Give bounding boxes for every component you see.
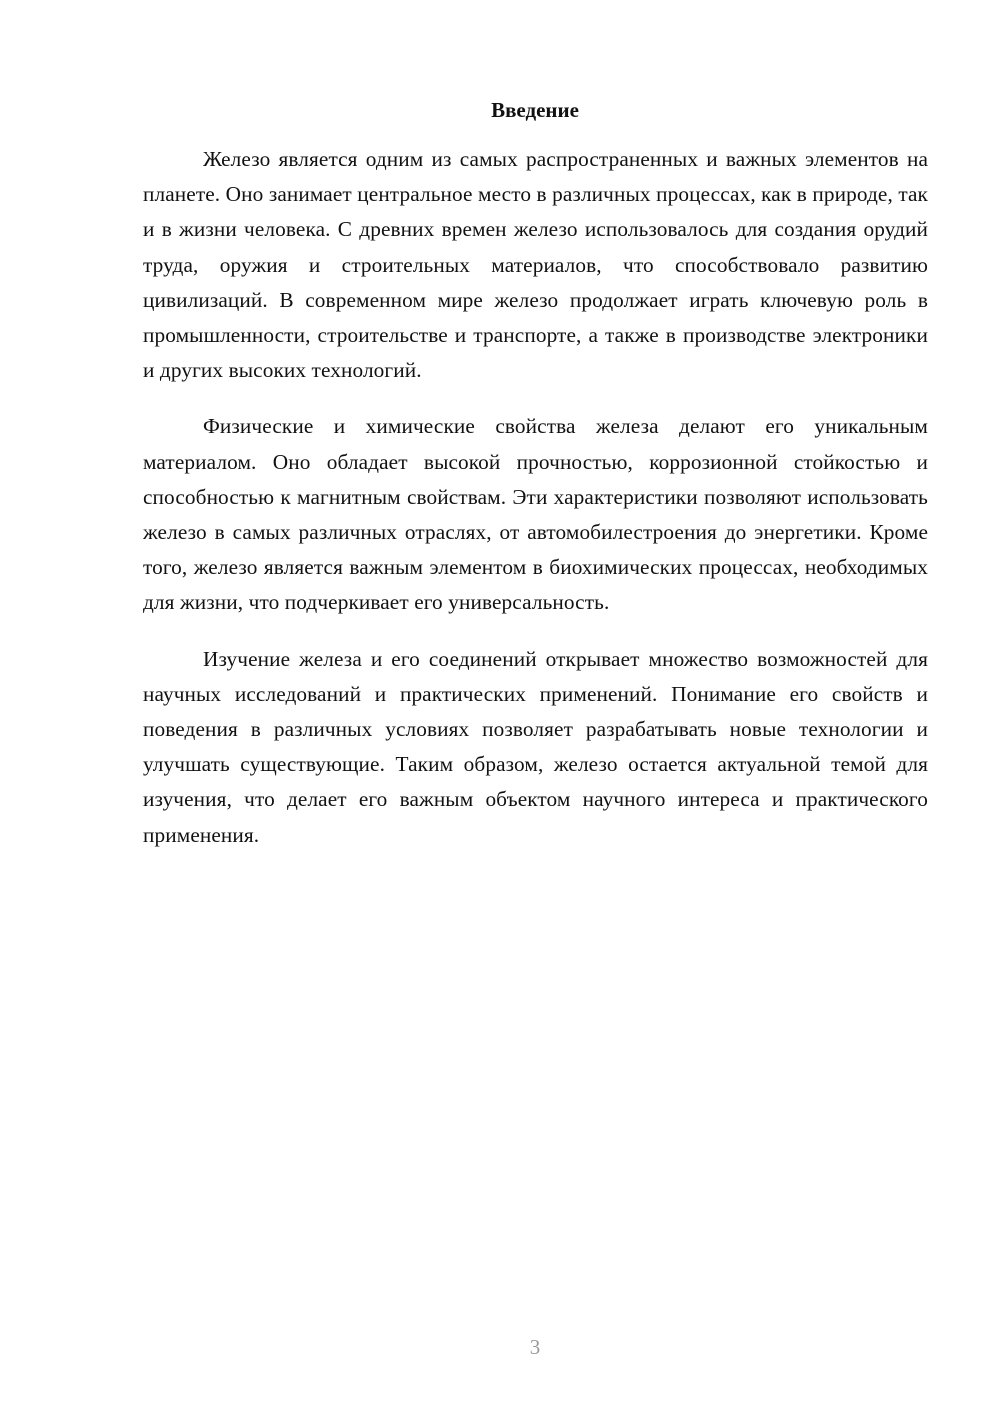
body-text <box>143 142 928 853</box>
paragraph-2: Физические и химические свойства железа делают его уникальным материалом. Оно обладает высокой прочностью, коррозионной стойкостью и способностью к магнитным свойствам. Эти характеристики позволяют использовать железо в самых различных отраслях, от автомобилестроения до энергетики. Кроме того, железо является важным элементом в биохимических процессах, необходимых для жизни, что подчеркивает его универсальность. <box>143 414 928 615</box>
paragraph-3: Изучение железа и его соединений открывает множество возможностей для научных исследований и практических применений. Понимание его свойств и поведения в различных условиях позволяет разрабатывать новые технологии и улучшать существующие. Таким образом, железо остается актуальной темой для изучения, что делает его важным объектом научного интереса и практического применения. <box>143 646 928 847</box>
section-heading: Введение <box>491 98 579 122</box>
page-number: 3 <box>529 1335 541 1359</box>
paragraph-1: Железо является одним из самых распространенных и важных элементов на планете. Оно занимает центральное место в различных процессах, как в природе, так и в жизни человека. С древних времен железо использовалось для создания орудий труда, оружия и строительных материалов, что способствовало развитию цивилизаций. В современном мире железо продолжает играть ключевую роль в промышленности, строительстве и транспорте, а также в производстве электроники и других высоких технологий. <box>143 147 928 383</box>
